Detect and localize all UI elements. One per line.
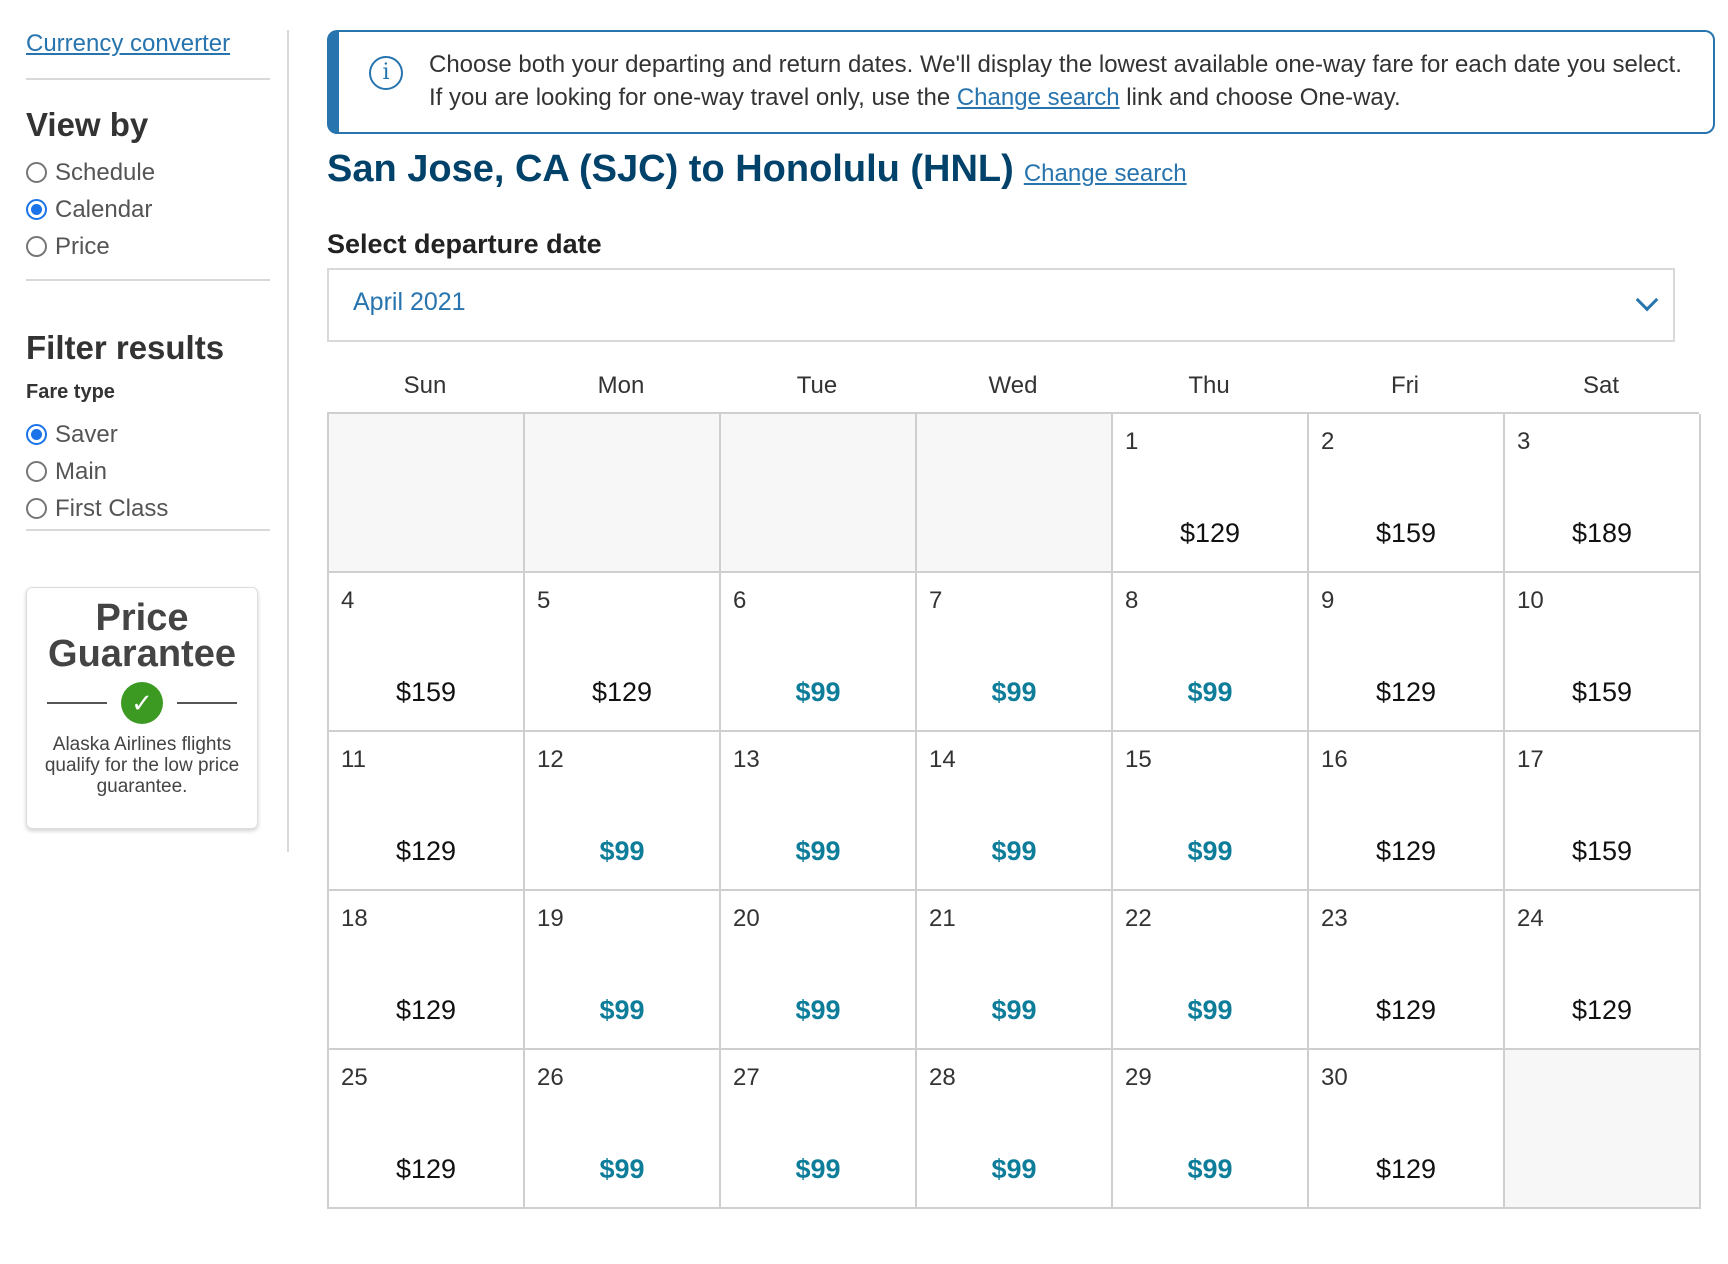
calendar-day-cell[interactable] xyxy=(1505,891,1701,1050)
day-number: 5 xyxy=(537,587,551,614)
calendar-day-cell[interactable] xyxy=(1113,573,1309,732)
day-fare-price: $99 xyxy=(991,677,1037,707)
checkmark-icon: ✓ xyxy=(121,682,163,724)
radio-main[interactable] xyxy=(26,461,47,482)
calendar-day-cell[interactable] xyxy=(329,891,525,1050)
day-number: 12 xyxy=(537,746,564,773)
calendar-day-cell[interactable] xyxy=(721,573,917,732)
calendar-empty-cell xyxy=(329,414,525,573)
calendar-empty-cell xyxy=(721,414,917,573)
fare-saver-label: Saver xyxy=(55,420,118,448)
day-number: 4 xyxy=(341,587,355,614)
calendar-day-cell[interactable] xyxy=(1309,732,1505,891)
fare-first-class-option[interactable] xyxy=(26,490,270,527)
calendar-day-cell[interactable] xyxy=(525,891,721,1050)
day-number: 11 xyxy=(341,746,366,773)
view-by-title: View by xyxy=(26,106,149,143)
notice-text-after: link and choose One-way. xyxy=(1119,84,1401,111)
fare-main-option[interactable] xyxy=(26,453,270,490)
day-number: 7 xyxy=(929,587,943,614)
day-number: 21 xyxy=(929,905,956,932)
calendar-day-cell[interactable] xyxy=(525,573,721,732)
day-fare-price: $189 xyxy=(1571,518,1633,548)
calendar-empty-cell xyxy=(1505,1050,1701,1209)
day-number: 17 xyxy=(1517,746,1544,773)
sidebar-vertical-divider xyxy=(287,30,289,852)
month-select[interactable] xyxy=(327,268,1675,342)
weekday-thu: Thu xyxy=(1188,372,1230,399)
radio-price[interactable] xyxy=(26,236,47,257)
day-number: 9 xyxy=(1321,587,1335,614)
day-fare-price: $99 xyxy=(1187,836,1233,866)
calendar-day-cell[interactable] xyxy=(917,732,1113,891)
weekday-sun: Sun xyxy=(403,372,447,399)
day-fare-price: $99 xyxy=(599,1154,645,1184)
day-number: 16 xyxy=(1321,746,1348,773)
view-by-price-option[interactable] xyxy=(26,228,270,265)
day-fare-price: $99 xyxy=(795,836,841,866)
weekday-sat: Sat xyxy=(1582,372,1620,399)
day-fare-price: $129 xyxy=(1375,1154,1437,1184)
weekday-header-row xyxy=(327,372,1699,400)
day-number: 29 xyxy=(1125,1064,1152,1091)
calendar-day-cell[interactable] xyxy=(1113,414,1309,573)
price-guarantee-title-line2: Guarantee xyxy=(48,633,236,675)
notice-change-search-link[interactable]: Change search xyxy=(956,84,1120,111)
fare-main-label: Main xyxy=(55,457,108,485)
day-fare-price: $99 xyxy=(795,677,841,707)
divider-line xyxy=(177,702,237,704)
day-fare-price: $99 xyxy=(991,836,1037,866)
day-fare-price: $129 xyxy=(395,1154,457,1184)
fare-type-label: Fare type xyxy=(26,381,115,403)
day-number: 2 xyxy=(1321,428,1335,455)
view-by-calendar-label: Calendar xyxy=(55,195,153,223)
day-fare-price: $159 xyxy=(1375,518,1437,548)
day-number: 19 xyxy=(537,905,564,932)
day-number: 24 xyxy=(1517,905,1544,932)
calendar-day-cell[interactable] xyxy=(1113,732,1309,891)
info-icon: i xyxy=(369,56,403,90)
view-by-calendar-option[interactable] xyxy=(26,191,270,228)
notice-text-before: Choose both your departing and return dates. We'll display the lowest available one-way fare for each date you select. If you are looking for one-way travel only, use the xyxy=(429,51,1682,111)
calendar-day-cell[interactable] xyxy=(1113,891,1309,1050)
day-number: 8 xyxy=(1125,587,1139,614)
day-number: 3 xyxy=(1517,428,1531,455)
day-fare-price: $129 xyxy=(1375,995,1437,1025)
view-by-schedule-label: Schedule xyxy=(55,158,156,186)
fare-first-class-label: First Class xyxy=(55,494,169,522)
weekday-wed: Wed xyxy=(988,372,1038,399)
day-number: 15 xyxy=(1125,746,1152,773)
day-number: 6 xyxy=(733,587,747,614)
day-fare-price: $129 xyxy=(1375,677,1437,707)
radio-first-class[interactable] xyxy=(26,498,47,519)
view-by-price-label: Price xyxy=(55,232,110,260)
weekday-tue: Tue xyxy=(796,372,838,399)
calendar-grid xyxy=(327,412,1699,1209)
day-fare-price: $129 xyxy=(1375,836,1437,866)
sidebar-divider xyxy=(26,529,270,531)
chevron-down-icon xyxy=(1636,289,1659,312)
calendar-day-cell[interactable] xyxy=(721,891,917,1050)
route-title: San Jose, CA (SJC) to Honolulu (HNL) xyxy=(327,148,1014,190)
day-number: 14 xyxy=(929,746,956,773)
calendar-day-cell[interactable] xyxy=(329,573,525,732)
day-fare-price: $99 xyxy=(1187,995,1233,1025)
day-fare-price: $159 xyxy=(1571,836,1633,866)
sidebar xyxy=(26,26,270,829)
calendar-empty-cell xyxy=(525,414,721,573)
day-fare-price: $129 xyxy=(395,836,457,866)
calendar-day-cell[interactable] xyxy=(721,732,917,891)
day-number: 18 xyxy=(341,905,368,932)
day-fare-price: $129 xyxy=(395,995,457,1025)
day-number: 20 xyxy=(733,905,760,932)
calendar-day-cell[interactable] xyxy=(1505,414,1701,573)
filter-results-title: Filter results xyxy=(26,329,225,366)
day-fare-price: $99 xyxy=(1187,1154,1233,1184)
day-fare-price: $159 xyxy=(1571,677,1633,707)
day-fare-price: $159 xyxy=(395,677,457,707)
day-number: 30 xyxy=(1321,1064,1348,1091)
calendar-day-cell[interactable] xyxy=(917,1050,1113,1209)
day-fare-price: $99 xyxy=(991,1154,1037,1184)
day-fare-price: $99 xyxy=(795,1154,841,1184)
calendar-day-cell[interactable] xyxy=(525,732,721,891)
view-by-schedule-option[interactable] xyxy=(26,154,270,191)
fare-saver-option[interactable] xyxy=(26,416,270,453)
day-number: 1 xyxy=(1125,428,1139,455)
day-number: 23 xyxy=(1321,905,1348,932)
day-number: 28 xyxy=(929,1064,956,1091)
calendar-day-cell[interactable] xyxy=(1309,1050,1505,1209)
calendar-day-cell[interactable] xyxy=(917,573,1113,732)
calendar-day-cell[interactable] xyxy=(1113,1050,1309,1209)
day-fare-price: $99 xyxy=(599,995,645,1025)
day-number: 27 xyxy=(733,1064,760,1091)
sidebar-divider xyxy=(26,78,270,80)
price-guarantee-text: Alaska Airlines flights qualify for the low price guarantee. xyxy=(44,734,240,797)
day-fare-price: $129 xyxy=(1179,518,1241,548)
calendar-day-cell[interactable] xyxy=(917,891,1113,1050)
info-notice xyxy=(327,30,1715,134)
weekday-mon: Mon xyxy=(597,372,645,399)
day-number: 13 xyxy=(733,746,760,773)
price-guarantee-title-line1: Price xyxy=(95,597,189,639)
main-content xyxy=(327,30,1715,1209)
day-number: 10 xyxy=(1517,587,1544,614)
day-fare-price: $99 xyxy=(599,836,645,866)
calendar-day-cell[interactable] xyxy=(1505,573,1701,732)
day-fare-price: $129 xyxy=(591,677,653,707)
weekday-fri: Fri xyxy=(1391,372,1419,399)
day-number: 26 xyxy=(537,1064,564,1091)
calendar-day-cell[interactable] xyxy=(1309,573,1505,732)
calendar-day-cell[interactable] xyxy=(1309,891,1505,1050)
calendar-day-cell[interactable] xyxy=(721,1050,917,1209)
price-guarantee-check-row xyxy=(27,682,257,724)
day-fare-price: $99 xyxy=(1187,677,1233,707)
calendar-day-cell[interactable] xyxy=(1309,414,1505,573)
calendar-day-cell[interactable] xyxy=(329,1050,525,1209)
sidebar-divider xyxy=(26,279,270,281)
route-header xyxy=(327,148,1715,191)
day-fare-price: $129 xyxy=(1571,995,1633,1025)
month-select-value: April 2021 xyxy=(353,288,466,316)
currency-converter-link[interactable]: Currency converter xyxy=(26,30,231,57)
calendar-day-cell[interactable] xyxy=(525,1050,721,1209)
radio-calendar[interactable] xyxy=(26,199,47,220)
day-number: 25 xyxy=(341,1064,368,1091)
price-guarantee-badge xyxy=(26,587,258,829)
calendar-empty-cell xyxy=(917,414,1113,573)
calendar-day-cell[interactable] xyxy=(329,732,525,891)
divider-line xyxy=(47,702,107,704)
radio-schedule[interactable] xyxy=(26,162,47,183)
day-number: 22 xyxy=(1125,905,1152,932)
day-fare-price: $99 xyxy=(795,995,841,1025)
change-search-link[interactable]: Change search xyxy=(1023,160,1187,187)
radio-saver[interactable] xyxy=(26,424,47,445)
day-fare-price: $99 xyxy=(991,995,1037,1025)
select-departure-label: Select departure date xyxy=(327,229,602,259)
calendar-day-cell[interactable] xyxy=(1505,732,1701,891)
